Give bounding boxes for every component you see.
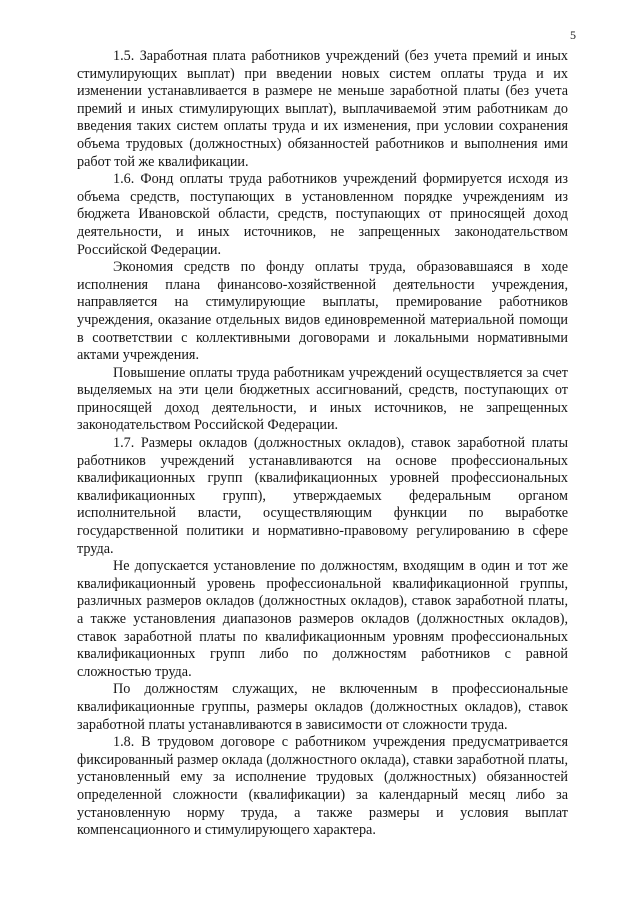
paragraph-1-6: 1.6. Фонд оплаты труда работников учреждений формируется исходя из объема средств, поступающих в установленном порядке учреждениям из бюджета Ивановской области, средств, поступающих от приносящей доход деятельности, и иных источников, не запрещенных законодательством Российской Федерации.: [77, 171, 568, 258]
paragraph-no-different-rates: Не допускается установление по должностям, входящим в один и тот же квалификационный уровень профессиональной квалификационной группы, различных размеров окладов (должностных окладов), ставок заработной платы, а также установления диапазонов размеров окладов (должностных окладов), ставок заработной платы по квалификационным уровням профессиональных квалификационных групп либо по должностям работников с равной сложностью труда.: [77, 558, 568, 680]
paragraph-other-positions: По должностям служащих, не включенным в профессиональные квалификационные группы, размеры окладов (должностных окладов), ставок заработной платы устанавливаются в зависимости от сложности труда.: [77, 681, 568, 733]
paragraph-salary-increase: Повышение оплаты труда работникам учреждений осуществляется за счет выделяемых на эти цели бюджетных ассигнований, средств, поступающих от приносящей доход деятельности, и иных источников, не запрещенных законодательством Российской Федерации.: [77, 364, 568, 434]
paragraph-1-7: 1.7. Размеры окладов (должностных окладов), ставок заработной платы работников учреждений устанавливаются на основе профессиональных квалификационных групп (квалификационных уровней профессиональных квалификационных групп), утверждаемых федеральным органом исполнительной власти, осуществляющим функции по выработке государственной политики и нормативно-правовому регулированию в сфере труда.: [77, 435, 568, 557]
paragraph-1-8: 1.8. В трудовом договоре с работником учреждения предусматривается фиксированный размер оклада (должностного оклада), ставки заработной платы, установленный ему за исполнение трудовых (должностных) обязанностей определенной сложности (квалификации) за календарный месяц либо за установленную норму труда, а также размеры и условия выплат компенсационного и стимулирующего характера.: [77, 734, 568, 839]
paragraph-savings: Экономия средств по фонду оплаты труда, образовавшаяся в ходе исполнения плана финансово-хозяйственной деятельности учреждения, направляется на стимулирующие выплаты, премирование работников учреждения, оказание отдельных видов единовременной материальной помощи в соответствии с коллективными договорами и локальными нормативными актами учреждения.: [77, 259, 568, 364]
paragraph-1-5: 1.5. Заработная плата работников учреждений (без учета премий и иных стимулирующих выплат) при введении новых систем оплаты труда и их изменении устанавливается в размере не меньше заработной платы (без учета премий и иных стимулирующих выплат), выплачиваемой этим работникам до введения таких систем оплаты труда и их изменения, при условии сохранения объема трудовых (должностных) обязанностей работников и выполнения ими работ той же квалификации.: [77, 48, 568, 170]
page-number: 5: [570, 28, 576, 42]
document-body: [77, 48, 568, 840]
